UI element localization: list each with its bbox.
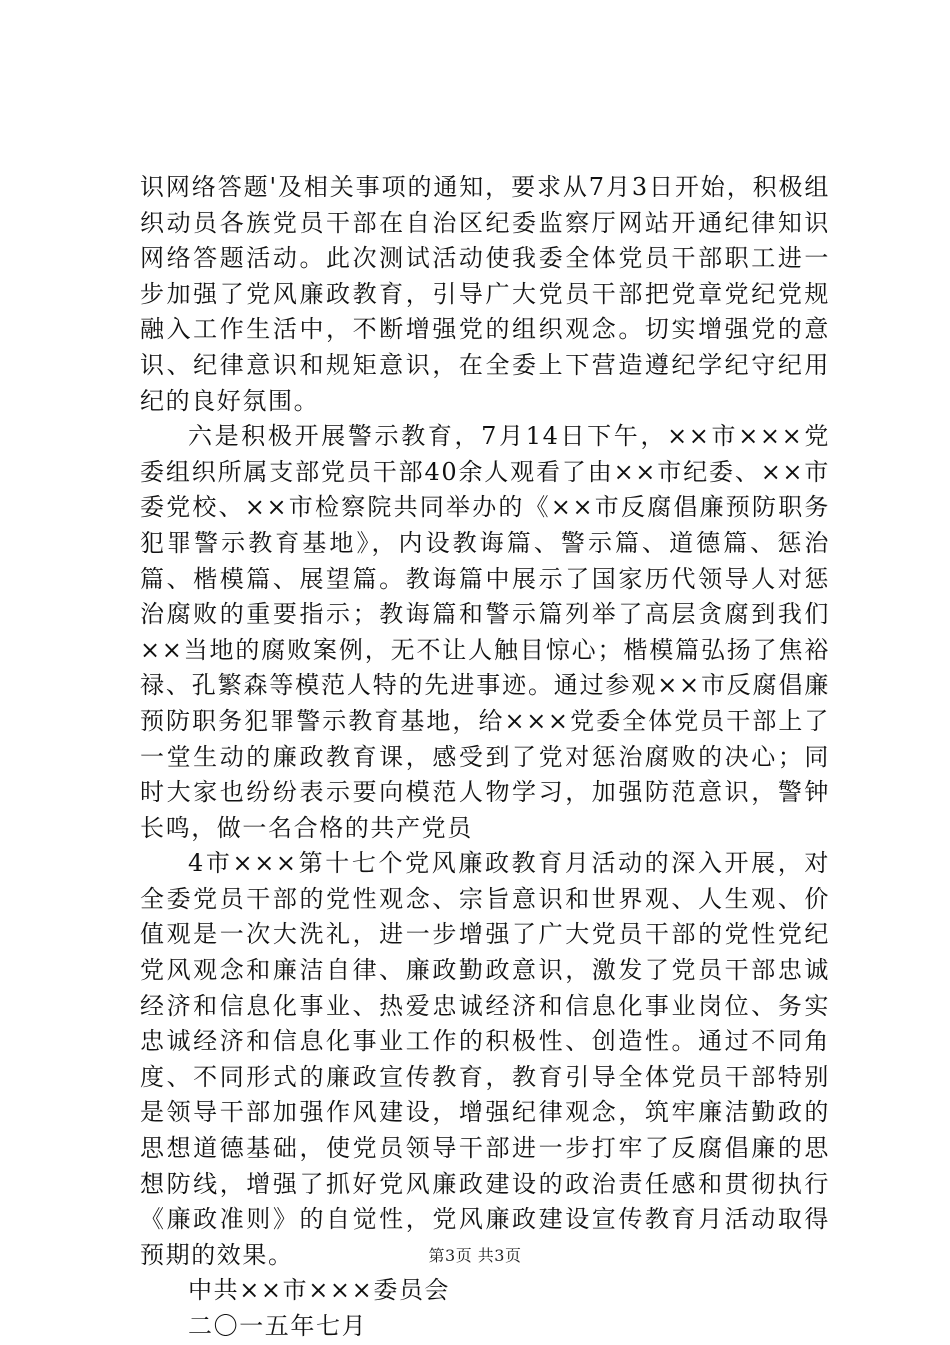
paragraph-warning-education: 六是积极开展警示教育，7月14日下午，××市×××党委组织所属支部党员干部40余人观看了由××市纪委、××市委党校、××市检察院共同举办的《××市反腐倡廉预防职务犯罪警示教育基地》，内设教诲篇、警示篇、道德篇、惩治篇、楷模篇、展望篇。教诲篇中展示了国家历代领导人对惩治腐败的重要指示；教诲篇和警示篇列举了高层贪腐到我们××当地的腐败案例，无不让人触目惊心；楷模篇弘扬了焦裕禄、孔繁森等模范人特的先进事迹。通过参观××市反腐倡廉预防职务犯罪警示教育基地，给×××党委全体党员干部上了一堂生动的廉政教育课，感受到了党对惩治腐败的决心；同时大家也纷纷表示要向模范人物学习，加强防范意识，警钟长鸣，做一名合格的共产党员	[140, 422, 830, 842]
signature-date: 二〇一五年七月	[188, 1312, 368, 1340]
signature-organization: 中共××市×××委员会	[188, 1276, 451, 1305]
paragraph-summary: 4市×××第十七个党风廉政教育月活动的深入开展，对全委党员干部的党性观念、宗旨意识和世界观、人生观、价值观是一次大洗礼，进一步增强了广大党员干部的党性党纪党风观念和廉洁自律、廉政勤政意识，激发了党员干部忠诚经济和信息化事业、热爱忠诚经济和信息化事业岗位、务实忠诚经济和信息化事业工作的积极性、创造性。通过不同角度、不同形式的廉政宣传教育，教育引导全体党员干部特别是领导干部加强作风建设，增强纪律观念，筑牢廉洁勤政的思想道德基础，使党员领导干部进一步打牢了反腐倡廉的思想防线，增强了抓好党风廉政建设的政治责任感和贯彻执行《廉政准则》的自觉性，党风廉政建设宣传教育月活动取得预期的效果。	[140, 849, 830, 1269]
paragraph-continued: 识网络答题'及相关事项的通知，要求从7月3日开始，积极组织动员各族党员干部在自治区纪委监察厅网站开通纪律知识网络答题活动。此次测试活动使我委全体党员干部职工进一步加强了党风廉政教育，引导广大党员干部把党章党纪党规融入工作生活中，不断增强党的组织观念。切实增强党的意识、纪律意识和规矩意识，在全委上下营造遵纪学纪守纪用纪的良好氛围。	[140, 173, 830, 415]
page-number-footer: 第3页 共3页	[428, 1246, 522, 1265]
document-body	[140, 170, 830, 1345]
